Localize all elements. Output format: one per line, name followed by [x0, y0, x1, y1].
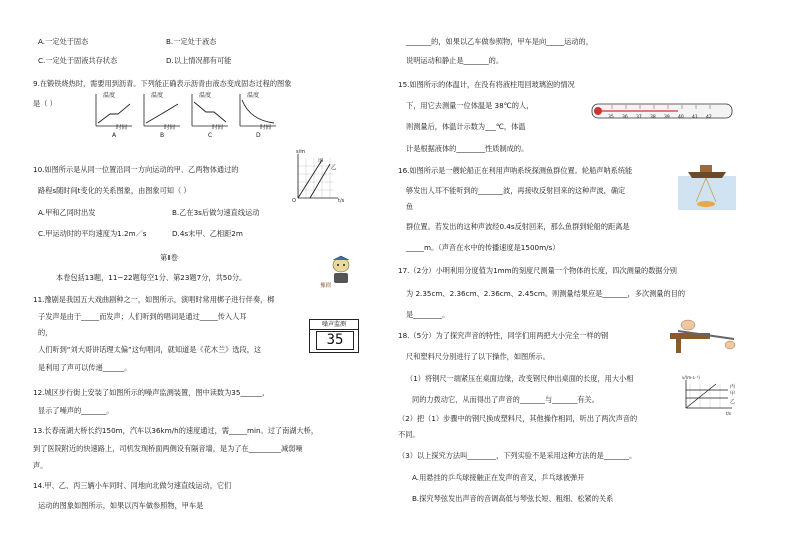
q11-line4: 人们听到“刘大哥讲话理太偏”这句唱词，就知道是《花木兰》选段，这 [38, 345, 262, 354]
q9-graph-b-xlabel: 时间 [164, 125, 176, 131]
thermometer-tick-37: 37 [636, 115, 642, 120]
q14-graph-ylabel: v/(m·s⁻¹) [682, 375, 700, 380]
q10-option-c: C.甲运动时的平均速度为1.2m／s [38, 229, 147, 238]
q15-line3: 则测量后，体温计示数为___℃，体温 [406, 122, 526, 131]
noise-meter-value: 35 [316, 331, 354, 350]
q9-graph-b-letter: B [160, 132, 165, 139]
q18-option-b: B.探究琴弦发出声音的音调高低与琴弦长短、粗细、松紧的关系 [412, 494, 614, 503]
q16-line5: _____m。（声音在水中的传播速度是1500m/s） [406, 243, 560, 252]
q13-line2: 到了医院附近的快速路上，司机发现桥面两侧设有隔音墙，是为了在_________减弱噪 [33, 444, 303, 453]
thermometer-tick-38: 38 [650, 115, 656, 120]
q13-line1: 13.长春南湖大桥长约150m，汽车以36km/h的速度通过，需_____min。过了南湖大桥， [33, 426, 319, 435]
q14-continuation-1: _______的，如果以乙车做参照物，甲车是向_____运动的， [406, 37, 593, 46]
q8-option-a: A.一定处于固态 [38, 37, 89, 46]
q18-line5: （2）把（1）步骤中的钢尺换成塑料尺，其他操作相同，听出了两次声音的 [398, 414, 638, 423]
q12-line1: 12.城区步行街上安装了如图所示的噪声监测装置，图中读数为35______， [33, 388, 270, 397]
q12-line2: 显示了噪声的_______。 [38, 406, 114, 415]
q15-line4: 计是根据液体的________性质制成的。 [406, 144, 529, 153]
q18-line4: 同的力拨动它，从而得出了声音的_______与_______有关。 [412, 395, 599, 404]
q9-tail: 是（ ） [33, 99, 57, 108]
thermometer-tick-42: 42 [706, 115, 712, 120]
q10-graph [290, 150, 345, 208]
q11-line3: 的， [38, 328, 53, 337]
q16-line1: 16.如图所示是一艘轮船正在利用声呐系统探测鱼群位置。轮船声呐系统能 [398, 166, 633, 175]
q18-line7: （3）以上探究方法叫________，下列实验不是采用这种方法的是_______。 [398, 451, 637, 460]
q10-graph-ylabel: s/m [296, 149, 306, 155]
q9-graph-d-ylabel: 温度 [247, 92, 260, 99]
q14-graph-series-jia: 甲 [730, 391, 736, 397]
noise-meter-title: 噪声监测 [310, 320, 358, 330]
q9-graph-c-ylabel: 温度 [199, 92, 212, 99]
q18-option-a: A.用悬挂的乒乓球接触正在发声的音叉，乒乓球被弹开 [412, 473, 585, 482]
q15-line2: 下，用它去测量一位体温是 38℃的人， [406, 101, 534, 110]
q14-line2: 运动的图象如图所示，如果以丙车做参照物，甲车是 [38, 501, 204, 510]
q9-graph-d-xlabel: 时间 [260, 125, 272, 131]
q16-line4: 群位置。若发出的这种声波经0.4s反射回来，那么鱼群到轮船的距离是 [406, 222, 630, 231]
q10-graph-xlabel: t/s [338, 198, 345, 204]
ruler-on-table-image [670, 315, 736, 353]
q9-graph-a-xlabel: 时间 [116, 125, 128, 131]
q11-line5: 是利用了声可以传递______。 [38, 363, 132, 372]
q16-line2: 够发出人耳不能听到的_______波，再接收反射回来的这种声波，确定 [406, 186, 626, 195]
q10-line2: 路程s随时间t变化的关系图象，由图象可知（ ） [38, 186, 191, 195]
q18-line2: 尺和塑料尺分别进行了以下操作，如图所示。 [406, 352, 550, 361]
q14-graph-xlabel: t/s [726, 411, 731, 416]
q8-option-c: C.一定处于固液共存状态 [38, 56, 118, 65]
q9-graph-c-xlabel: 时间 [212, 125, 224, 131]
q17-line3: 是________。 [406, 310, 450, 319]
q18-line6: 不同。 [398, 430, 420, 439]
q10-line1: 10.如图所示是从同一位置沿同一方向运动的甲、乙两物体通过的 [33, 165, 239, 174]
q16-line3: 鱼 [406, 202, 414, 211]
q9-text: 9.在锻铁烧热时，需要用到沥青。下列能正确表示沥青由液态变成固态过程的图象 [33, 79, 292, 88]
thermometer-tick-41: 41 [692, 115, 698, 120]
q8-option-b: B.一定处于液态 [166, 37, 217, 46]
q8-option-d: D.以上情况都有可能 [166, 56, 232, 65]
q10-graph-series-yi: 乙 [331, 165, 337, 171]
q10-graph-series-jia: 甲 [318, 159, 324, 165]
q9-graph-a-letter: A [112, 132, 117, 139]
q9-graph-c-letter: C [208, 132, 213, 139]
part2-description: 本卷包括13题，11~22题每空1分、第23题7分，共50分。 [56, 273, 247, 282]
q18-line1: 18.（5分）为了探究声音的特性，同学们用两把大小完全一样的钢 [398, 331, 609, 340]
q13-line3: 声。 [33, 461, 48, 470]
q10-option-b: B.乙在3s后做匀速直线运动 [172, 208, 260, 217]
q9-graph-b-ylabel: 温度 [151, 92, 164, 99]
noise-meter-display [309, 319, 359, 353]
q18-line3: （1）将钢尺一端紧压在桌面边缘，改变钢尺伸出桌面的长度，用大小相 [406, 374, 634, 383]
q14-graph-series-bing: 丙 [730, 384, 736, 390]
q14-continuation-2: 说明运动和静止是_______的。 [406, 56, 504, 65]
q11-line1: 11.豫剧是我国五大戏曲剧种之一，如图所示，演唱时常用梆子进行伴奏，梆 [33, 295, 275, 304]
q14-graph-series-yi: 乙 [730, 399, 736, 405]
sonar-ship-image [678, 162, 736, 210]
q9-graph-a-ylabel: 温度 [103, 92, 116, 99]
part2-title: 第Ⅱ卷 [160, 253, 178, 262]
q14-line1: 14.甲、乙、丙三辆小车同时、同地向北做匀速直线运动，它们 [33, 481, 232, 490]
q10-option-a: A.甲和乙同时出发 [38, 208, 96, 217]
opera-figure-label: 豫剧 [320, 283, 332, 289]
q10-option-d: D.4s末甲、乙相距2m [172, 229, 243, 238]
q17-line2: 为 2.35cm、2.36cm、2.36cm、2.45cm。则测量结果应是_______，多次测量的目的 [406, 289, 686, 298]
q17-line1: 17.（2分）小明利用分度值为1mm的刻度尺测量一个物体的长度，四次测量的数据分别 [398, 266, 677, 275]
thermometer-tick-40: 40 [678, 115, 684, 120]
thermometer-tick-35: 35 [608, 115, 614, 120]
q11-line2: 子发声是由于_____而发声；人们听到的唱词是通过_____传入人耳 [38, 312, 247, 321]
q9-graph-d-letter: D [256, 132, 261, 139]
q15-line1: 15.如图所示的体温计，在没有将液柱甩回玻璃泡的情况 [398, 80, 575, 89]
q10-graph-origin: O [292, 198, 296, 204]
thermometer-tick-36: 36 [622, 115, 628, 120]
thermometer-tick-39: 39 [664, 115, 670, 120]
